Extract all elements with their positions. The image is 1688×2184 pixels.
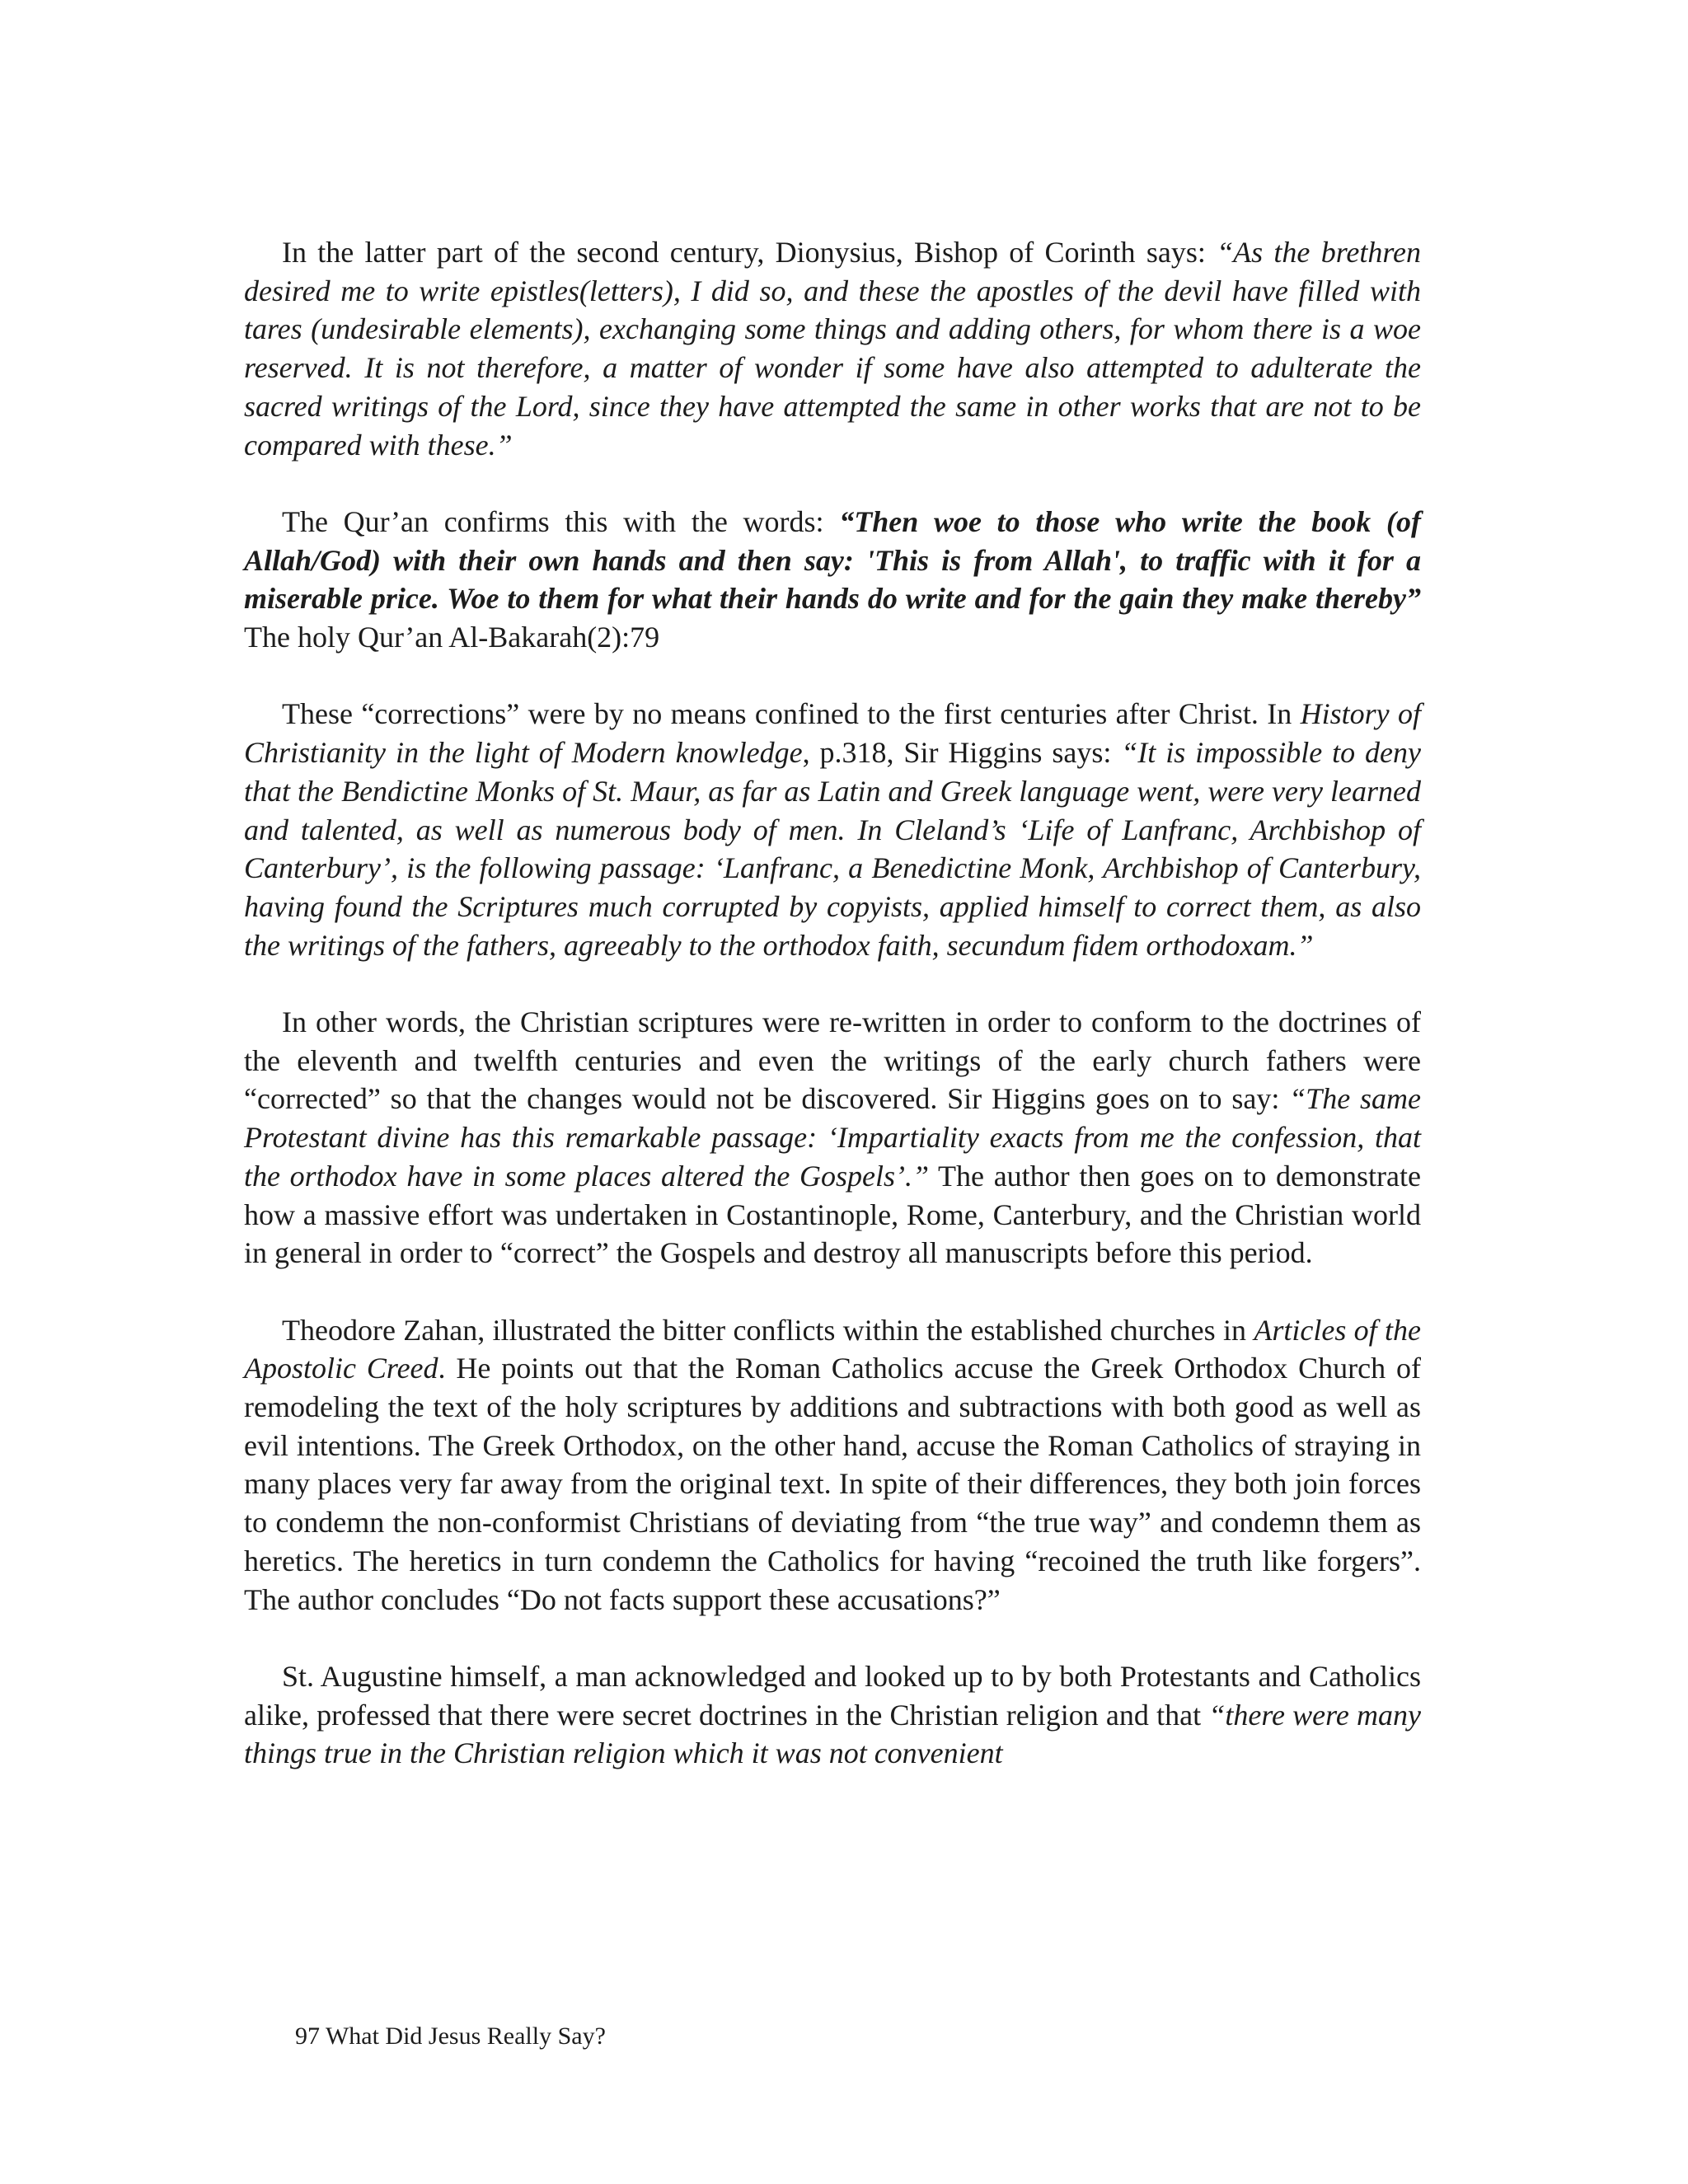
quote-higgins: “It is impossible to deny that the Bendictine Monks of St. Maur, as far as Latin and Greek language went, were very learned and talented, as well as numerous body of men. In Cleland’s ‘Life of Lanfranc, Archbishop of Canterbury’, is the following passage: ‘Lanfranc, a Benedictine Monk, Archbishop of Canterbury, having found the Scriptures much corrupted by copyists, applied himself to correct them, as also the writings of the fathers, agreeably to the orthodox faith, secundum fidem orthodoxam.” [244,736,1422,962]
quote-quran: “Then woe to those who write the book (of Allah/God) with their own hands and then say: 'This is from Allah', to traffic with it for a miserable price. Woe to them for what their hands do write and for the gain they make thereby” [244,504,1421,616]
text-run: In the latter part of the second century, Dionysius, Bishop of Corinth says: [282,236,1217,269]
quote-augustine: “there were many things true in the Christian religion which it was not convenient [244,1698,1422,1770]
text-run: The Qur’an confirms this with the words: [282,504,840,538]
text-run: . He points out that the Roman Catholics accuse the Greek Orthodox Church of remodeling the text of the holy scriptures by additions and subtractions with both good as well as evil intentions. The Greek Orthodox, on the other hand, accuse the Roman Catholics of straying in many places very far away from the original text. In spite of their differences, they both join forces to condemn the non-conformist Christians of deviating from “the true way” and condemn them as heretics. The heretics in turn condemn the Catholics for having “recoined the truth like forgers”. The author concludes “Do not facts support these accusations?” [244,1352,1421,1616]
quote-dionysius: “As the brethren desired me to write epistles(letters), I did so, and these the apostles of the devil have filled with tares (undesirable elements), exchanging some things and adding others, for whom there is a woe reserved. It is not therefore, a matter of wonder if some have also attempted to adulterate the sacred writings of the Lord, since they have attempted the same in other works that are not to be compared with these.” [244,236,1421,462]
text-run: The author then goes on to demonstrate how a massive effort was undertaken in Costantinople, Rome, Canterbury, and the Christian world in general in order to “correct” the Gospels and destroy all manuscripts before this period. [244,1159,1421,1270]
paragraph-dionysius [244,233,1421,464]
paragraph-rewritten [244,1003,1421,1272]
quote-protestant-divine: “The same Protestant divine has this remarkable passage: ‘Impartiality exacts from me the confession, that the orthodox have in some places altered the Gospels’.” [244,1082,1421,1193]
citation-quran: The holy Qur’an Al-Bakarah(2):79 [244,621,660,654]
paragraph-quran [244,503,1421,657]
text-run: In other words, the Christian scriptures were re-written in order to conform to the doctrines of the eleventh and twelfth centuries and even the writings of the early church fathers were “corrected” so that the changes would not be discovered. Sir Higgins goes on to say: [244,1005,1421,1116]
text-run: St. Augustine himself, a man acknowledged and looked up to by both Protestants and Catholics alike, professed that there were secret doctrines in the Christian religion and that [244,1659,1421,1732]
paragraph-corrections [244,695,1421,964]
book-title: Articles of the Apostolic Creed [244,1313,1421,1385]
book-title: History of Christianity in the light of Modern knowledge [244,697,1421,770]
text-run: Theodore Zahan, illustrated the bitter conflicts within the established churches in [282,1313,1254,1347]
text-run: , p.318, Sir Higgins says: [802,736,1122,770]
page-footer: 97 What Did Jesus Really Say? [295,2022,606,2050]
document-page [244,233,1421,1811]
text-run: These “corrections” were by no means confined to the first centuries after Christ. In [282,697,1301,731]
paragraph-zahan [244,1311,1421,1619]
paragraph-augustine [244,1657,1421,1773]
